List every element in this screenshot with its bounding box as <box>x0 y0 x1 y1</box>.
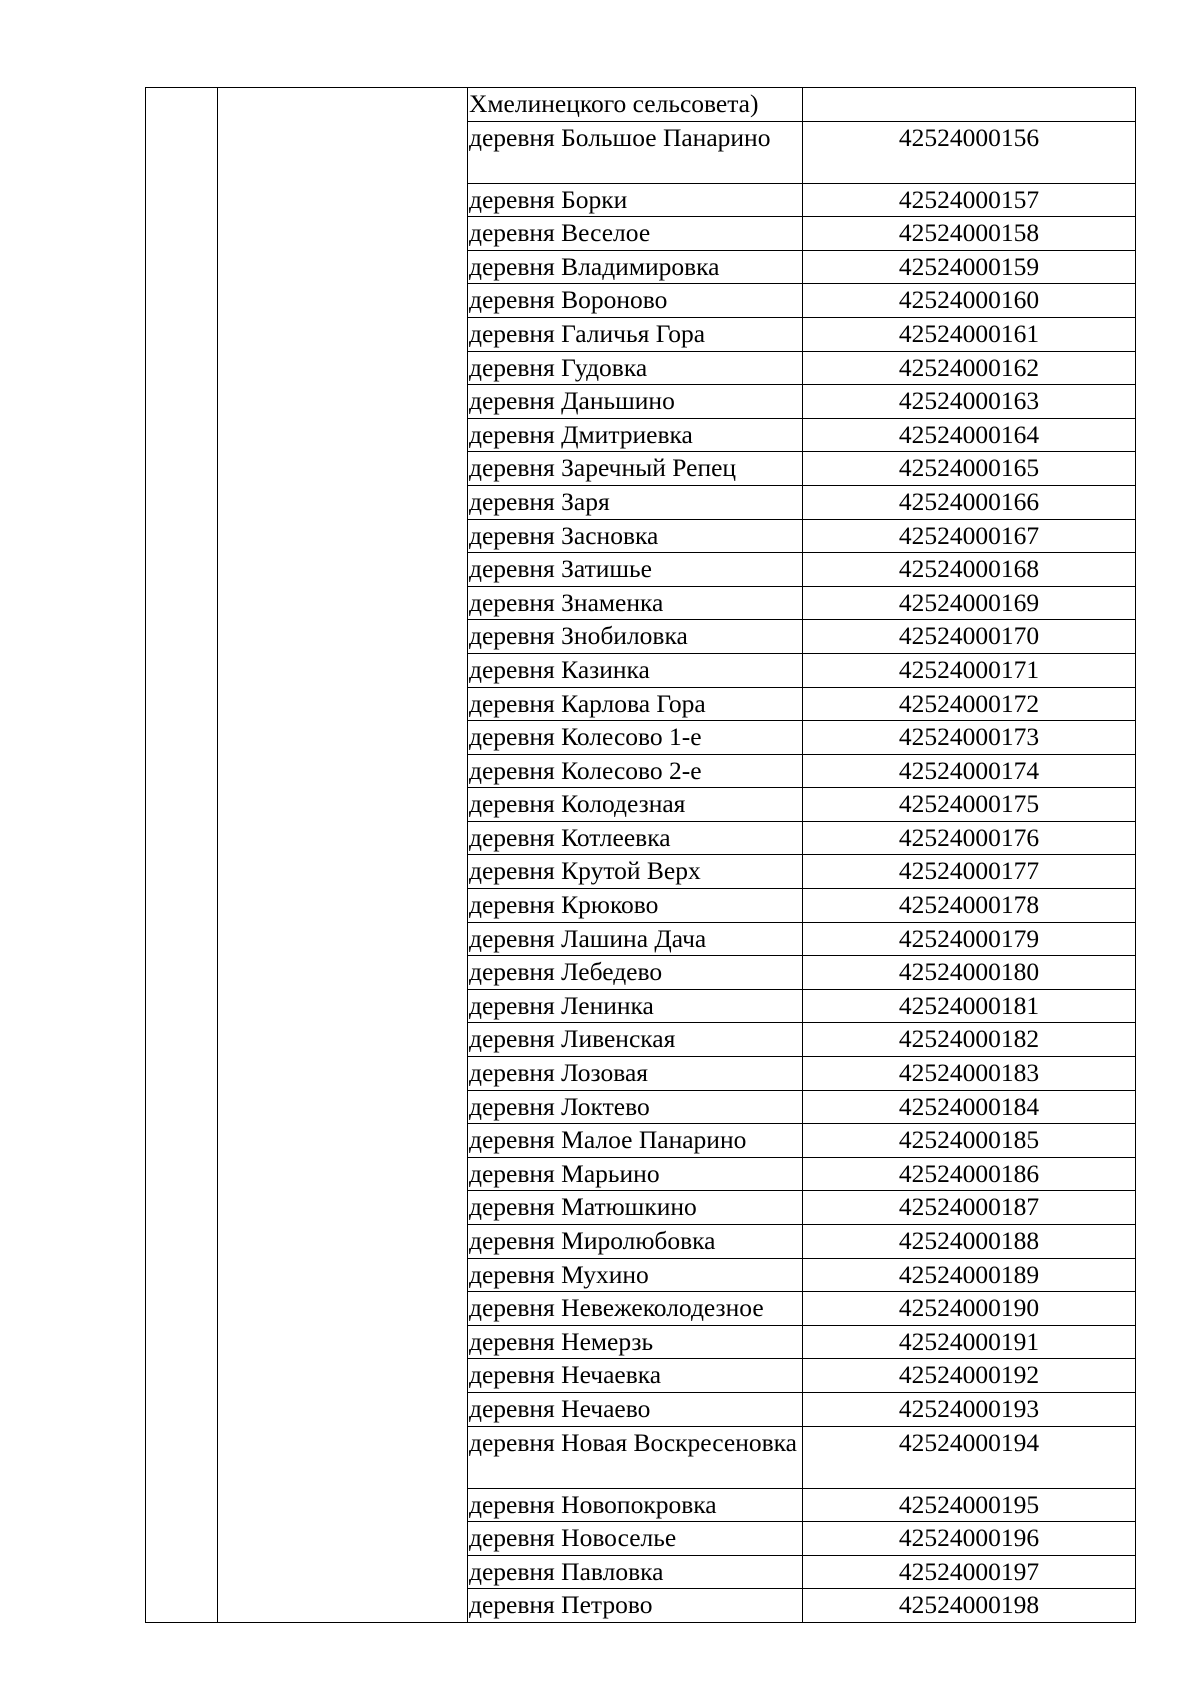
oktmo-code-cell: 42524000196 <box>803 1522 1136 1556</box>
oktmo-code-cell: 42524000183 <box>803 1057 1136 1091</box>
number-column-cell <box>146 88 218 1623</box>
oktmo-code-cell: 42524000157 <box>803 183 1136 217</box>
oktmo-code-cell: 42524000189 <box>803 1258 1136 1292</box>
oktmo-code-cell: 42524000177 <box>803 855 1136 889</box>
settlement-name-cell: деревня Колесово 1-е <box>468 721 803 755</box>
oktmo-code-cell: 42524000174 <box>803 754 1136 788</box>
settlement-name-cell: деревня Заря <box>468 485 803 519</box>
oktmo-code-cell: 42524000173 <box>803 721 1136 755</box>
settlement-name-cell: деревня Лашина Дача <box>468 922 803 956</box>
settlement-name-cell: деревня Ливенская <box>468 1023 803 1057</box>
oktmo-code-cell: 42524000198 <box>803 1589 1136 1623</box>
settlement-name-cell: деревня Локтево <box>468 1090 803 1124</box>
settlement-name-cell: деревня Ленинка <box>468 989 803 1023</box>
oktmo-code-cell: 42524000188 <box>803 1225 1136 1259</box>
settlement-name-cell: деревня Вороново <box>468 284 803 318</box>
settlement-name-cell: деревня Миролюбовка <box>468 1225 803 1259</box>
oktmo-code-cell: 42524000192 <box>803 1359 1136 1393</box>
oktmo-code-cell: 42524000168 <box>803 553 1136 587</box>
oktmo-code-cell: 42524000171 <box>803 653 1136 687</box>
oktmo-code-cell: 42524000170 <box>803 620 1136 654</box>
oktmo-code-cell <box>803 88 1136 122</box>
oktmo-code-cell: 42524000164 <box>803 418 1136 452</box>
settlement-name-cell: деревня Павловка <box>468 1555 803 1589</box>
settlement-name-cell: деревня Малое Панарино <box>468 1124 803 1158</box>
settlement-name-cell: деревня Засновка <box>468 519 803 553</box>
oktmo-code-cell: 42524000162 <box>803 351 1136 385</box>
oktmo-code-cell: 42524000172 <box>803 687 1136 721</box>
settlement-name-cell: деревня Петрово <box>468 1589 803 1623</box>
settlement-name-cell: деревня Лозовая <box>468 1057 803 1091</box>
settlement-name-cell: деревня Мухино <box>468 1258 803 1292</box>
oktmo-code-cell: 42524000181 <box>803 989 1136 1023</box>
oktmo-code-cell: 42524000156 <box>803 121 1136 183</box>
oktmo-code-cell: 42524000194 <box>803 1426 1136 1488</box>
oktmo-code-cell: 42524000167 <box>803 519 1136 553</box>
settlement-name-cell: деревня Невежеколодезное <box>468 1292 803 1326</box>
oktmo-code-cell: 42524000158 <box>803 217 1136 251</box>
oktmo-code-cell: 42524000187 <box>803 1191 1136 1225</box>
oktmo-code-cell: 42524000179 <box>803 922 1136 956</box>
oktmo-code-cell: 42524000165 <box>803 452 1136 486</box>
settlement-name-cell: деревня Затишье <box>468 553 803 587</box>
settlement-name-cell: деревня Гудовка <box>468 351 803 385</box>
oktmo-code-cell: 42524000185 <box>803 1124 1136 1158</box>
settlement-name-cell: деревня Марьино <box>468 1157 803 1191</box>
municipality-column-cell <box>218 88 468 1623</box>
settlement-name-cell: деревня Новоселье <box>468 1522 803 1556</box>
oktmo-code-cell: 42524000160 <box>803 284 1136 318</box>
oktmo-code-cell: 42524000191 <box>803 1325 1136 1359</box>
settlement-name-cell: деревня Лебедево <box>468 956 803 990</box>
settlement-name-cell: деревня Новая Воскресеновка <box>468 1426 803 1488</box>
settlement-name-cell: деревня Казинка <box>468 653 803 687</box>
oktmo-code-cell: 42524000176 <box>803 821 1136 855</box>
oktmo-code-cell: 42524000184 <box>803 1090 1136 1124</box>
oktmo-code-cell: 42524000163 <box>803 385 1136 419</box>
oktmo-code-cell: 42524000175 <box>803 788 1136 822</box>
settlement-name-cell: деревня Владимировка <box>468 250 803 284</box>
oktmo-code-cell: 42524000182 <box>803 1023 1136 1057</box>
settlement-name-cell: деревня Нечаевка <box>468 1359 803 1393</box>
oktmo-code-cell: 42524000159 <box>803 250 1136 284</box>
oktmo-code-cell: 42524000166 <box>803 485 1136 519</box>
oktmo-code-cell: 42524000193 <box>803 1392 1136 1426</box>
oktmo-code-cell: 42524000178 <box>803 889 1136 923</box>
settlement-name-cell: деревня Галичья Гора <box>468 317 803 351</box>
settlements-table <box>145 87 1136 1623</box>
settlement-name-cell: деревня Колодезная <box>468 788 803 822</box>
settlement-name-cell: деревня Новопокровка <box>468 1488 803 1522</box>
oktmo-code-cell: 42524000197 <box>803 1555 1136 1589</box>
settlement-name-cell: деревня Даньшино <box>468 385 803 419</box>
oktmo-code-cell: 42524000180 <box>803 956 1136 990</box>
settlement-name-cell: деревня Борки <box>468 183 803 217</box>
oktmo-code-cell: 42524000195 <box>803 1488 1136 1522</box>
settlement-name-cell: деревня Крюково <box>468 889 803 923</box>
oktmo-code-cell: 42524000161 <box>803 317 1136 351</box>
oktmo-code-cell: 42524000190 <box>803 1292 1136 1326</box>
oktmo-code-cell: 42524000186 <box>803 1157 1136 1191</box>
settlement-name-cell: деревня Знобиловка <box>468 620 803 654</box>
settlement-name-cell: деревня Карлова Гора <box>468 687 803 721</box>
settlement-name-cell: деревня Матюшкино <box>468 1191 803 1225</box>
settlement-name-cell: деревня Большое Панарино <box>468 121 803 183</box>
settlement-name-cell: Хмелинецкого сельсовета) <box>468 88 803 122</box>
settlement-name-cell: деревня Дмитриевка <box>468 418 803 452</box>
settlement-name-cell: деревня Нечаево <box>468 1392 803 1426</box>
oktmo-code-cell: 42524000169 <box>803 586 1136 620</box>
settlement-name-cell: деревня Крутой Верх <box>468 855 803 889</box>
settlement-name-cell: деревня Колесово 2-е <box>468 754 803 788</box>
settlement-name-cell: деревня Знаменка <box>468 586 803 620</box>
settlement-name-cell: деревня Немерзь <box>468 1325 803 1359</box>
table-body <box>146 88 1136 1623</box>
settlement-name-cell: деревня Котлеевка <box>468 821 803 855</box>
settlement-name-cell: деревня Заречный Репец <box>468 452 803 486</box>
settlement-name-cell: деревня Веселое <box>468 217 803 251</box>
table-row <box>146 88 1136 122</box>
